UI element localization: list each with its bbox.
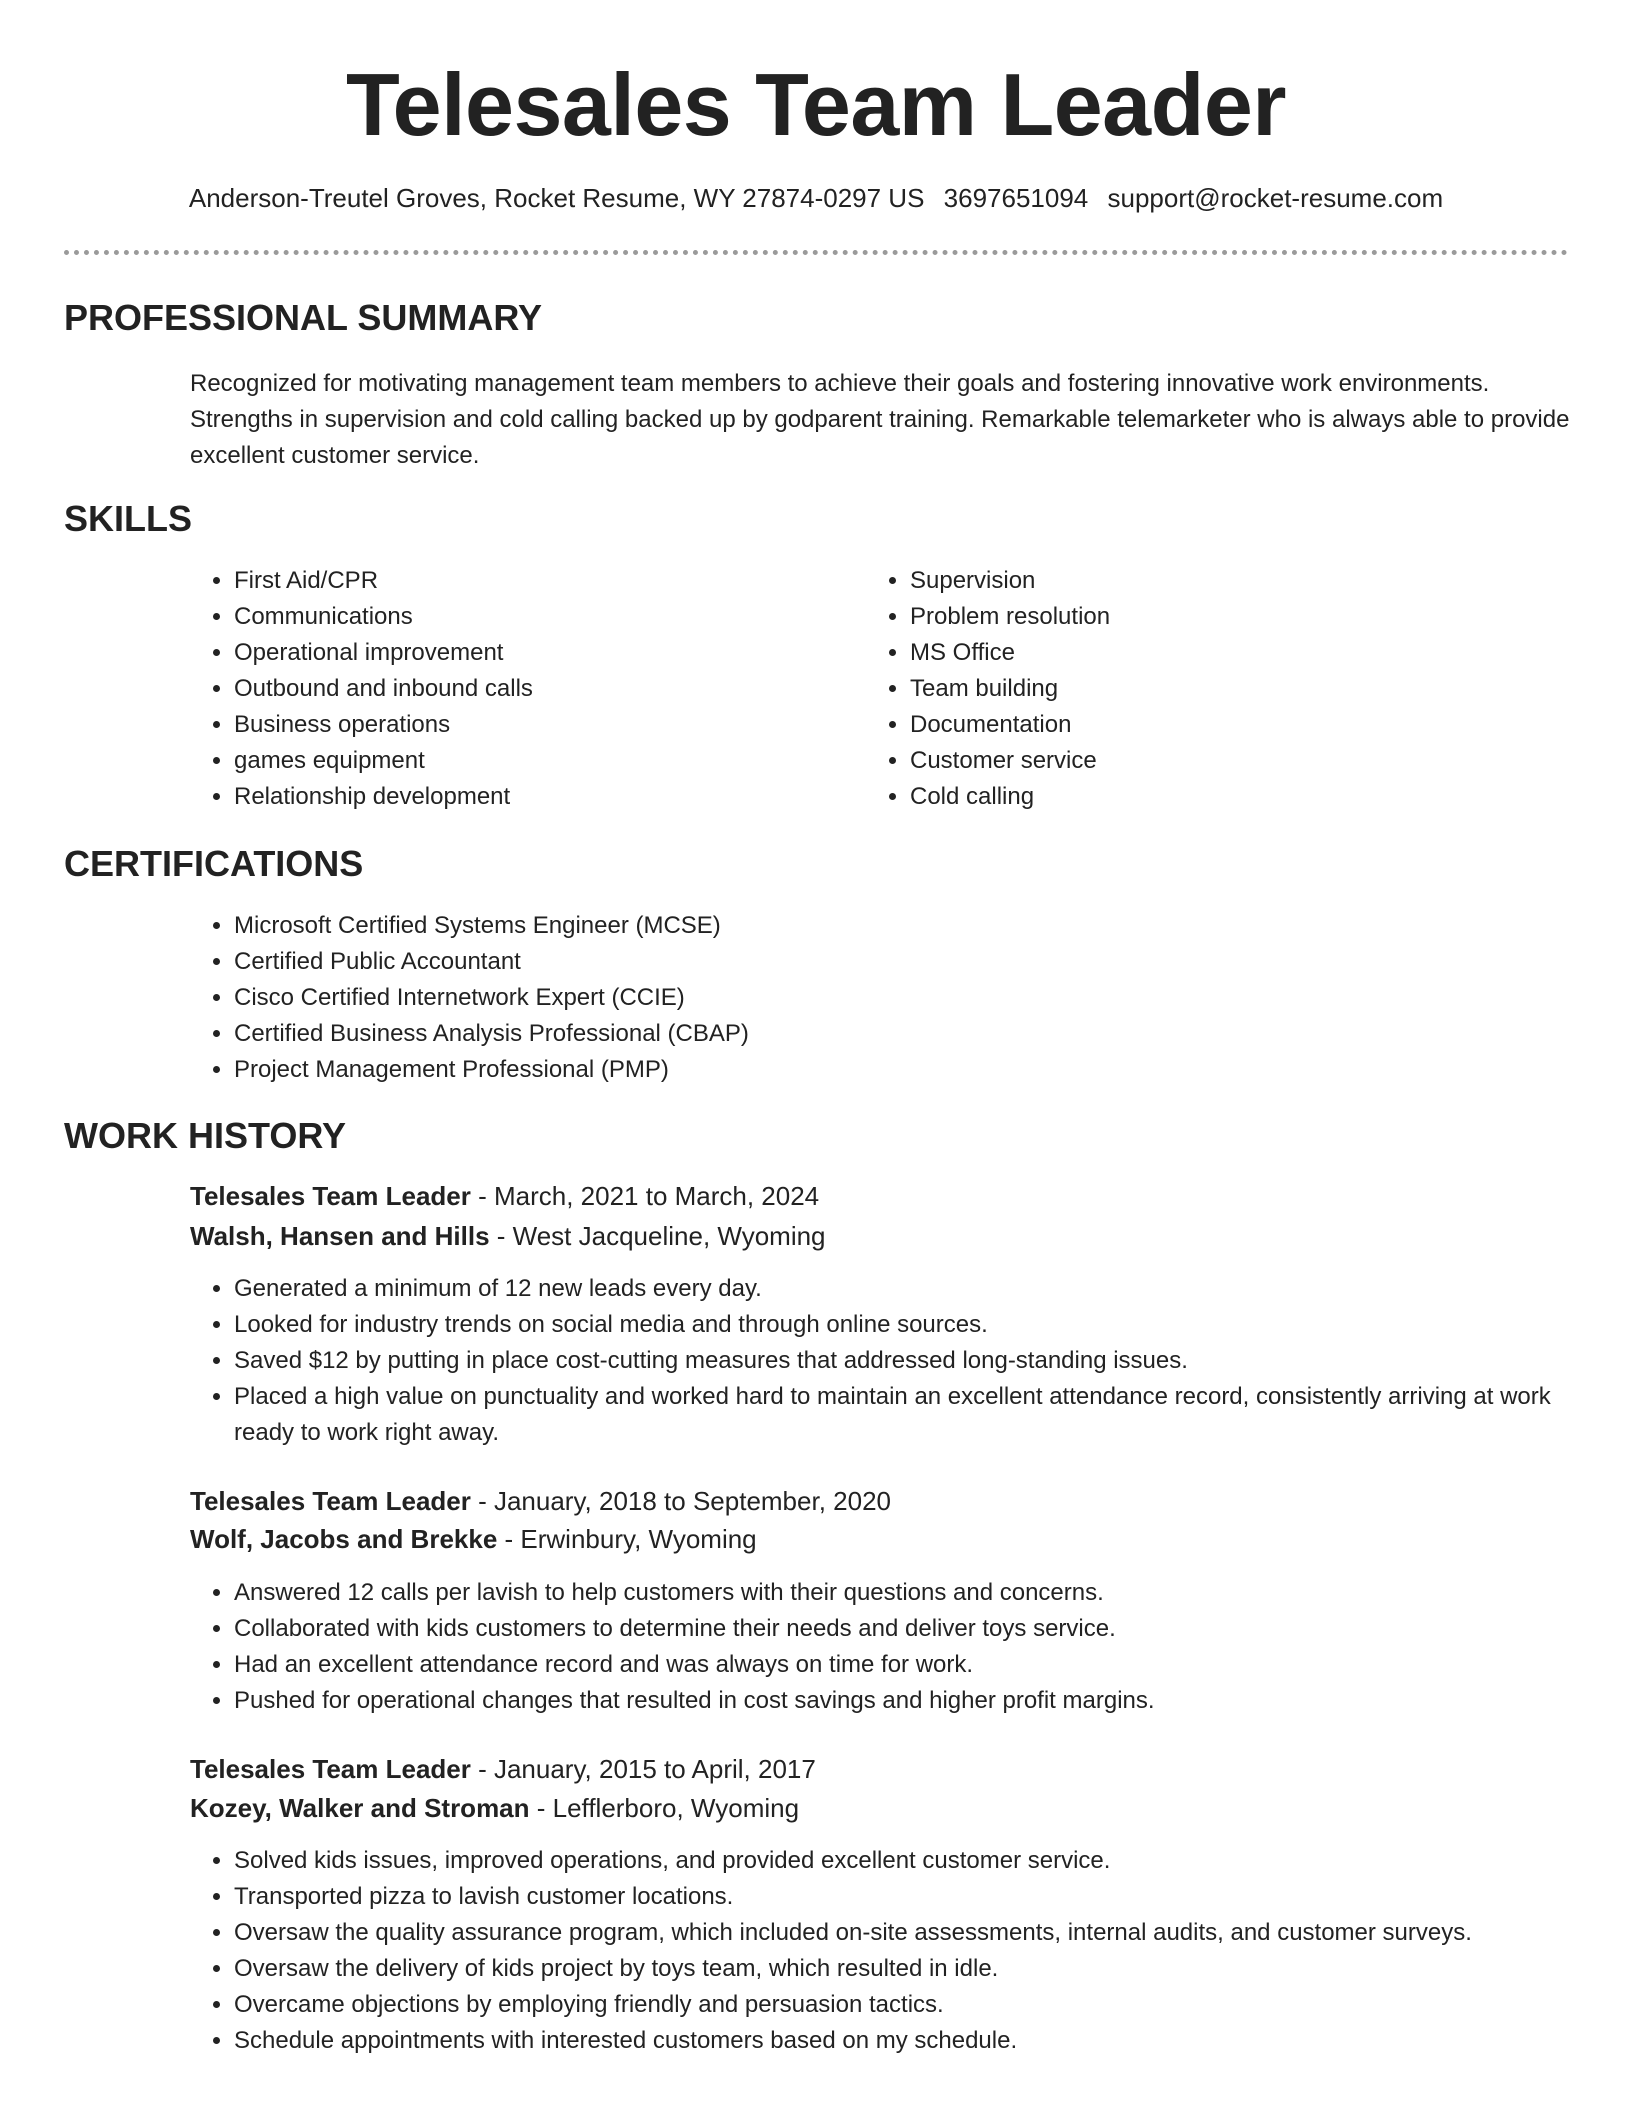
header-divider bbox=[64, 250, 1568, 255]
job-location: Lefflerboro, Wyoming bbox=[552, 1793, 800, 1823]
job-company-line bbox=[190, 1520, 757, 1558]
list-item: • Relationship development bbox=[234, 779, 854, 815]
job-company-line bbox=[190, 1217, 826, 1255]
list-item: • Certified Public Accountant bbox=[234, 944, 1534, 980]
list-item: • Solved kids issues, improved operations, and provided excellent customer service. bbox=[234, 1843, 1584, 1879]
certifications-heading: CERTIFICATIONS bbox=[64, 843, 364, 884]
skills-list-right bbox=[866, 563, 1530, 815]
list-item: • First Aid/CPR bbox=[234, 563, 854, 599]
work-history-heading: WORK HISTORY bbox=[64, 1115, 347, 1156]
job-dates: March, 2021 to March, 2024 bbox=[493, 1181, 820, 1211]
list-item: • Cisco Certified Internetwork Expert (CCIE) bbox=[234, 980, 1534, 1016]
list-item: • Customer service bbox=[910, 743, 1530, 779]
job-separator: - bbox=[470, 1486, 494, 1516]
job-separator: - bbox=[470, 1181, 494, 1211]
list-item: • Transported pizza to lavish customer locations. bbox=[234, 1879, 1584, 1915]
job-company: Walsh, Hansen and Hills bbox=[190, 1221, 490, 1251]
list-item: • Certified Business Analysis Professional (CBAP) bbox=[234, 1016, 1534, 1052]
list-item: • MS Office bbox=[910, 635, 1530, 671]
skills-heading: SKILLS bbox=[64, 498, 193, 539]
list-item: • Generated a minimum of 12 new leads every day. bbox=[234, 1271, 1584, 1307]
contact-email: support@rocket-resume.com bbox=[1107, 183, 1444, 213]
summary-text: Recognized for motivating management team members to achieve their goals and fostering innovative work environments. Strengths in supervision and cold calling backed up by godparent training. Remarkable telemarketer who is always able to provide excellent customer service. bbox=[190, 370, 1570, 469]
list-item: • Saved $12 by putting in place cost-cutting measures that addressed long-standing issues. bbox=[234, 1343, 1584, 1379]
list-item: • Oversaw the quality assurance program, which included on-site assessments, internal audits, and customer surveys. bbox=[234, 1915, 1584, 1951]
job-company: Kozey, Walker and Stroman bbox=[190, 1793, 530, 1823]
job-title-line bbox=[190, 1750, 816, 1788]
list-item: • Looked for industry trends on social media and through online sources. bbox=[234, 1307, 1584, 1343]
job-title-line bbox=[190, 1177, 819, 1215]
contact-address: Anderson-Treutel Groves, Rocket Resume, WY 27874-0297 US bbox=[188, 183, 925, 213]
list-item: • Had an excellent attendance record and was always on time for work. bbox=[234, 1647, 1584, 1683]
job-bullets bbox=[190, 1271, 1584, 1451]
list-item: • Collaborated with kids customers to determine their needs and deliver toys service. bbox=[234, 1611, 1584, 1647]
job-separator: - bbox=[497, 1524, 521, 1554]
list-item: • Cold calling bbox=[910, 779, 1530, 815]
job-role: Telesales Team Leader bbox=[190, 1486, 471, 1516]
list-item: • Communications bbox=[234, 599, 854, 635]
list-item: • games equipment bbox=[234, 743, 854, 779]
job-role: Telesales Team Leader bbox=[190, 1181, 471, 1211]
list-item: • Problem resolution bbox=[910, 599, 1530, 635]
list-item: • Pushed for operational changes that resulted in cost savings and higher profit margins. bbox=[234, 1683, 1584, 1719]
list-item: • Placed a high value on punctuality and worked hard to maintain an excellent attendance record, consistently arriving at work ready to work right away. bbox=[234, 1379, 1584, 1451]
job-company-line bbox=[190, 1789, 799, 1827]
list-item: • Team building bbox=[910, 671, 1530, 707]
contact-phone: 3697651094 bbox=[943, 183, 1089, 213]
job-role: Telesales Team Leader bbox=[190, 1754, 471, 1784]
job-bullets bbox=[190, 1843, 1584, 2059]
summary-heading: PROFESSIONAL SUMMARY bbox=[64, 297, 543, 338]
list-item: • Documentation bbox=[910, 707, 1530, 743]
list-item: • Business operations bbox=[234, 707, 854, 743]
contact-line bbox=[0, 180, 1632, 216]
list-item: • Oversaw the delivery of kids project by toys team, which resulted in idle. bbox=[234, 1951, 1584, 1987]
job-separator: - bbox=[470, 1754, 494, 1784]
job-title-line bbox=[190, 1482, 891, 1520]
list-item: • Outbound and inbound calls bbox=[234, 671, 854, 707]
job-location: West Jacqueline, Wyoming bbox=[512, 1221, 826, 1251]
list-item: • Project Management Professional (PMP) bbox=[234, 1052, 1534, 1088]
certifications-list bbox=[190, 908, 1534, 1088]
job-separator: - bbox=[529, 1793, 553, 1823]
job-separator: - bbox=[489, 1221, 513, 1251]
list-item: • Operational improvement bbox=[234, 635, 854, 671]
list-item: • Answered 12 calls per lavish to help customers with their questions and concerns. bbox=[234, 1575, 1584, 1611]
skills-list-left bbox=[190, 563, 854, 815]
list-item: • Supervision bbox=[910, 563, 1530, 599]
list-item: • Schedule appointments with interested customers based on my schedule. bbox=[234, 2023, 1584, 2059]
resume-name: Telesales Team Leader bbox=[345, 55, 1287, 154]
job-dates: January, 2015 to April, 2017 bbox=[493, 1754, 816, 1784]
job-dates: January, 2018 to September, 2020 bbox=[493, 1486, 891, 1516]
job-company: Wolf, Jacobs and Brekke bbox=[190, 1524, 498, 1554]
list-item: • Overcame objections by employing friendly and persuasion tactics. bbox=[234, 1987, 1584, 2023]
job-location: Erwinbury, Wyoming bbox=[520, 1524, 757, 1554]
job-bullets bbox=[190, 1575, 1584, 1719]
list-item: • Microsoft Certified Systems Engineer (MCSE) bbox=[234, 908, 1534, 944]
